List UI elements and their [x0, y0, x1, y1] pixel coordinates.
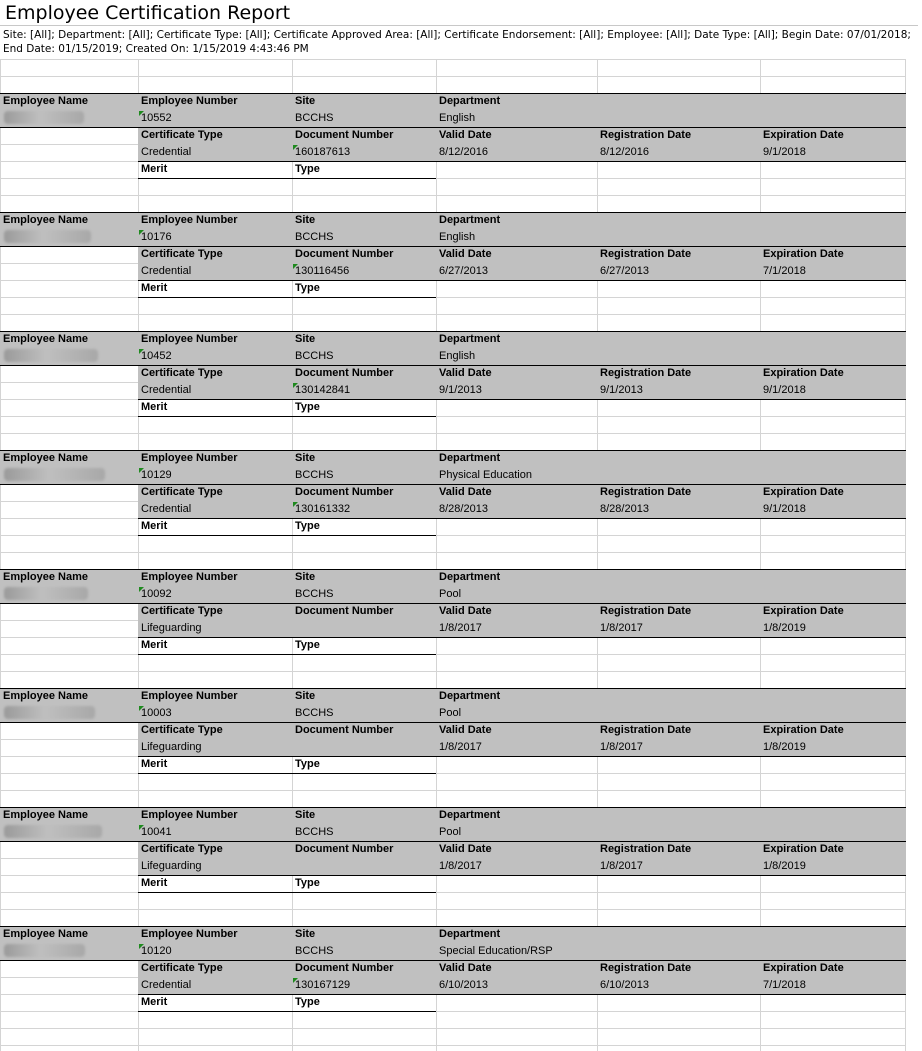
label-employee-name: Employee Name	[3, 571, 88, 583]
certificate-type[interactable]: Credential	[141, 265, 192, 277]
grid-column-line	[0, 59, 1, 1051]
label-valid-date: Valid Date	[439, 129, 492, 141]
label-employee-number: Employee Number	[141, 95, 238, 107]
expiration-date[interactable]: 1/8/2019	[763, 741, 806, 753]
label-employee-name: Employee Name	[3, 452, 88, 464]
grid-row-line	[0, 654, 906, 655]
employee-site[interactable]: BCCHS	[295, 826, 334, 838]
label-certificate-type: Certificate Type	[141, 129, 223, 141]
label-merit: Merit	[141, 758, 168, 770]
employee-department[interactable]: English	[439, 350, 476, 362]
valid-date[interactable]: 1/8/2017	[439, 860, 482, 872]
label-certificate-type: Certificate Type	[141, 724, 223, 736]
label-registration-date: Registration Date	[600, 486, 692, 498]
report-parameters: Site: [All]; Department: [All]; Certificate Type: [All]; Certificate Approved Area: [All]; Certificate Endorsement: [All]; Employee: [All]; Date Type: [All]; Begin Date: 07/01/2018; End Date: 01/15/2019; Created On: 1/15/2019 4:43:46 PM	[3, 29, 911, 55]
certificate-type[interactable]: Lifeguarding	[141, 860, 202, 872]
label-expiration-date: Expiration Date	[763, 486, 844, 498]
registration-date[interactable]: 6/10/2013	[600, 979, 649, 991]
label-type: Type	[295, 758, 320, 770]
label-type: Type	[295, 877, 320, 889]
report-title: Employee Certification Report	[5, 2, 291, 24]
label-certificate-type: Certificate Type	[141, 605, 223, 617]
label-type: Type	[295, 282, 320, 294]
employee-number[interactable]: 10041	[141, 826, 172, 838]
employee-site[interactable]: BCCHS	[295, 350, 334, 362]
label-registration-date: Registration Date	[600, 367, 692, 379]
label-merit: Merit	[141, 163, 168, 175]
merit-divider	[138, 399, 906, 400]
label-valid-date: Valid Date	[439, 724, 492, 736]
label-valid-date: Valid Date	[439, 605, 492, 617]
employee-department[interactable]: Pool	[439, 707, 462, 719]
certificate-type[interactable]: Lifeguarding	[141, 622, 202, 634]
valid-date[interactable]: 9/1/2013	[439, 384, 482, 396]
merit-underline	[138, 892, 436, 893]
merit-underline	[138, 535, 436, 536]
grid-row-line	[0, 773, 906, 774]
grid-row-line	[0, 314, 906, 315]
label-employee-name: Employee Name	[3, 928, 88, 940]
grid-column-line	[760, 59, 761, 1051]
merit-divider	[138, 994, 906, 995]
label-employee-number: Employee Number	[141, 690, 238, 702]
redacted-employee-name	[4, 349, 98, 362]
employee-department[interactable]: Pool	[439, 826, 462, 838]
label-department: Department	[439, 214, 501, 226]
label-type: Type	[295, 520, 320, 532]
redacted-employee-name	[4, 587, 88, 600]
label-type: Type	[295, 163, 320, 175]
label-valid-date: Valid Date	[439, 486, 492, 498]
title-divider	[0, 25, 918, 26]
certificate-type[interactable]: Credential	[141, 503, 192, 515]
label-document-number: Document Number	[295, 129, 394, 141]
label-employee-number: Employee Number	[141, 571, 238, 583]
label-certificate-type: Certificate Type	[141, 486, 223, 498]
registration-date[interactable]: 1/8/2017	[600, 860, 643, 872]
label-site: Site	[295, 214, 316, 226]
merit-divider	[138, 518, 906, 519]
label-department: Department	[439, 809, 501, 821]
document-number[interactable]: 130142841	[295, 384, 351, 396]
label-employee-name: Employee Name	[3, 809, 88, 821]
label-registration-date: Registration Date	[600, 724, 692, 736]
label-expiration-date: Expiration Date	[763, 724, 844, 736]
grid-row-line	[0, 671, 906, 672]
registration-date[interactable]: 6/27/2013	[600, 265, 649, 277]
label-employee-name: Employee Name	[3, 214, 88, 226]
grid-row-line	[0, 535, 906, 536]
label-employee-name: Employee Name	[3, 333, 88, 345]
label-employee-number: Employee Number	[141, 333, 238, 345]
label-merit: Merit	[141, 639, 168, 651]
registration-date[interactable]: 9/1/2013	[600, 384, 643, 396]
label-site: Site	[295, 452, 316, 464]
grid-column-line	[597, 59, 598, 1051]
label-department: Department	[439, 333, 501, 345]
label-registration-date: Registration Date	[600, 248, 692, 260]
grid-column-line	[138, 59, 139, 1051]
label-site: Site	[295, 95, 316, 107]
label-expiration-date: Expiration Date	[763, 843, 844, 855]
redacted-employee-name	[4, 825, 102, 838]
label-department: Department	[439, 571, 501, 583]
grid-row-line	[0, 195, 906, 196]
label-type: Type	[295, 996, 320, 1008]
merit-underline	[138, 1011, 436, 1012]
label-document-number: Document Number	[295, 248, 394, 260]
label-document-number: Document Number	[295, 843, 394, 855]
label-registration-date: Registration Date	[600, 605, 692, 617]
label-employee-number: Employee Number	[141, 928, 238, 940]
grid-column-line	[905, 59, 906, 1051]
employee-department[interactable]: English	[439, 231, 476, 243]
merit-divider	[138, 756, 906, 757]
label-department: Department	[439, 690, 501, 702]
certificate-type[interactable]: Credential	[141, 146, 192, 158]
expiration-date[interactable]: 1/8/2019	[763, 622, 806, 634]
valid-date[interactable]: 8/28/2013	[439, 503, 488, 515]
registration-date[interactable]: 8/28/2013	[600, 503, 649, 515]
merit-divider	[138, 161, 906, 162]
label-expiration-date: Expiration Date	[763, 962, 844, 974]
label-merit: Merit	[141, 401, 168, 413]
grid-column-line	[292, 59, 293, 1051]
grid-row-line	[0, 892, 906, 893]
label-expiration-date: Expiration Date	[763, 605, 844, 617]
merit-underline	[138, 178, 436, 179]
expiration-date[interactable]: 9/1/2018	[763, 503, 806, 515]
employee-site[interactable]: BCCHS	[295, 231, 334, 243]
label-site: Site	[295, 333, 316, 345]
redacted-employee-name	[4, 706, 95, 719]
label-employee-name: Employee Name	[3, 690, 88, 702]
document-number[interactable]: 130161332	[295, 503, 351, 515]
label-certificate-type: Certificate Type	[141, 962, 223, 974]
employee-number[interactable]: 10129	[141, 469, 172, 481]
label-type: Type	[295, 639, 320, 651]
grid-row-line	[0, 297, 906, 298]
label-employee-name: Employee Name	[3, 95, 88, 107]
label-document-number: Document Number	[295, 367, 394, 379]
certificate-type[interactable]: Lifeguarding	[141, 741, 202, 753]
merit-underline	[138, 416, 436, 417]
certificate-type[interactable]: Credential	[141, 979, 192, 991]
merit-divider	[138, 637, 906, 638]
valid-date[interactable]: 6/10/2013	[439, 979, 488, 991]
merit-divider	[138, 280, 906, 281]
grid-row-line	[0, 1011, 906, 1012]
valid-date[interactable]: 1/8/2017	[439, 741, 482, 753]
expiration-date[interactable]: 9/1/2018	[763, 146, 806, 158]
label-valid-date: Valid Date	[439, 248, 492, 260]
label-expiration-date: Expiration Date	[763, 248, 844, 260]
valid-date[interactable]: 8/12/2016	[439, 146, 488, 158]
certificate-type[interactable]: Credential	[141, 384, 192, 396]
registration-date[interactable]: 8/12/2016	[600, 146, 649, 158]
redacted-employee-name	[4, 230, 91, 243]
grid-row-line	[0, 433, 906, 434]
employee-site[interactable]: BCCHS	[295, 588, 334, 600]
redacted-employee-name	[4, 468, 105, 481]
label-valid-date: Valid Date	[439, 962, 492, 974]
employee-site[interactable]: BCCHS	[295, 707, 334, 719]
employee-site[interactable]: BCCHS	[295, 945, 334, 957]
employee-number[interactable]: 10552	[141, 112, 172, 124]
label-valid-date: Valid Date	[439, 367, 492, 379]
merit-underline	[138, 654, 436, 655]
label-expiration-date: Expiration Date	[763, 129, 844, 141]
merit-underline	[138, 773, 436, 774]
employee-number[interactable]: 10003	[141, 707, 172, 719]
employee-number[interactable]: 10120	[141, 945, 172, 957]
employee-site[interactable]: BCCHS	[295, 469, 334, 481]
label-site: Site	[295, 928, 316, 940]
valid-date[interactable]: 1/8/2017	[439, 622, 482, 634]
merit-divider	[138, 875, 906, 876]
label-certificate-type: Certificate Type	[141, 367, 223, 379]
label-registration-date: Registration Date	[600, 843, 692, 855]
grid-row-line	[0, 59, 906, 60]
label-site: Site	[295, 690, 316, 702]
label-merit: Merit	[141, 520, 168, 532]
label-document-number: Document Number	[295, 962, 394, 974]
label-valid-date: Valid Date	[439, 843, 492, 855]
label-site: Site	[295, 571, 316, 583]
valid-date[interactable]: 6/27/2013	[439, 265, 488, 277]
employee-department[interactable]: Physical Education	[439, 469, 532, 481]
label-merit: Merit	[141, 877, 168, 889]
document-number[interactable]: 160187613	[295, 146, 351, 158]
registration-date[interactable]: 1/8/2017	[600, 741, 643, 753]
redacted-employee-name	[4, 111, 84, 124]
merit-underline	[138, 297, 436, 298]
label-merit: Merit	[141, 282, 168, 294]
label-employee-number: Employee Number	[141, 809, 238, 821]
grid-row-line	[0, 1028, 906, 1029]
grid-row-line	[0, 790, 906, 791]
document-number[interactable]: 130167129	[295, 979, 351, 991]
employee-number[interactable]: 10092	[141, 588, 172, 600]
label-document-number: Document Number	[295, 724, 394, 736]
employee-number[interactable]: 10452	[141, 350, 172, 362]
label-registration-date: Registration Date	[600, 962, 692, 974]
label-expiration-date: Expiration Date	[763, 367, 844, 379]
label-employee-number: Employee Number	[141, 452, 238, 464]
employee-department[interactable]: Special Education/RSP	[439, 945, 553, 957]
label-certificate-type: Certificate Type	[141, 843, 223, 855]
grid-row-line	[0, 416, 906, 417]
redacted-employee-name	[4, 944, 85, 957]
employee-department[interactable]: English	[439, 112, 476, 124]
expiration-date[interactable]: 1/8/2019	[763, 860, 806, 872]
grid-row-line	[0, 909, 906, 910]
grid-row-line	[0, 178, 906, 179]
employee-number[interactable]: 10176	[141, 231, 172, 243]
grid-row-line	[0, 76, 906, 77]
label-certificate-type: Certificate Type	[141, 248, 223, 260]
grid-row-line	[0, 552, 906, 553]
label-department: Department	[439, 452, 501, 464]
registration-date[interactable]: 1/8/2017	[600, 622, 643, 634]
label-registration-date: Registration Date	[600, 129, 692, 141]
label-site: Site	[295, 809, 316, 821]
employee-site[interactable]: BCCHS	[295, 112, 334, 124]
grid-column-line	[436, 59, 437, 1051]
label-department: Department	[439, 95, 501, 107]
label-employee-number: Employee Number	[141, 214, 238, 226]
label-merit: Merit	[141, 996, 168, 1008]
expiration-date[interactable]: 9/1/2018	[763, 384, 806, 396]
label-document-number: Document Number	[295, 486, 394, 498]
expiration-date[interactable]: 7/1/2018	[763, 979, 806, 991]
document-number[interactable]: 130116456	[295, 265, 350, 277]
label-type: Type	[295, 401, 320, 413]
grid-row-line	[0, 1045, 906, 1046]
employee-department[interactable]: Pool	[439, 588, 462, 600]
expiration-date[interactable]: 7/1/2018	[763, 265, 806, 277]
label-department: Department	[439, 928, 501, 940]
label-document-number: Document Number	[295, 605, 394, 617]
